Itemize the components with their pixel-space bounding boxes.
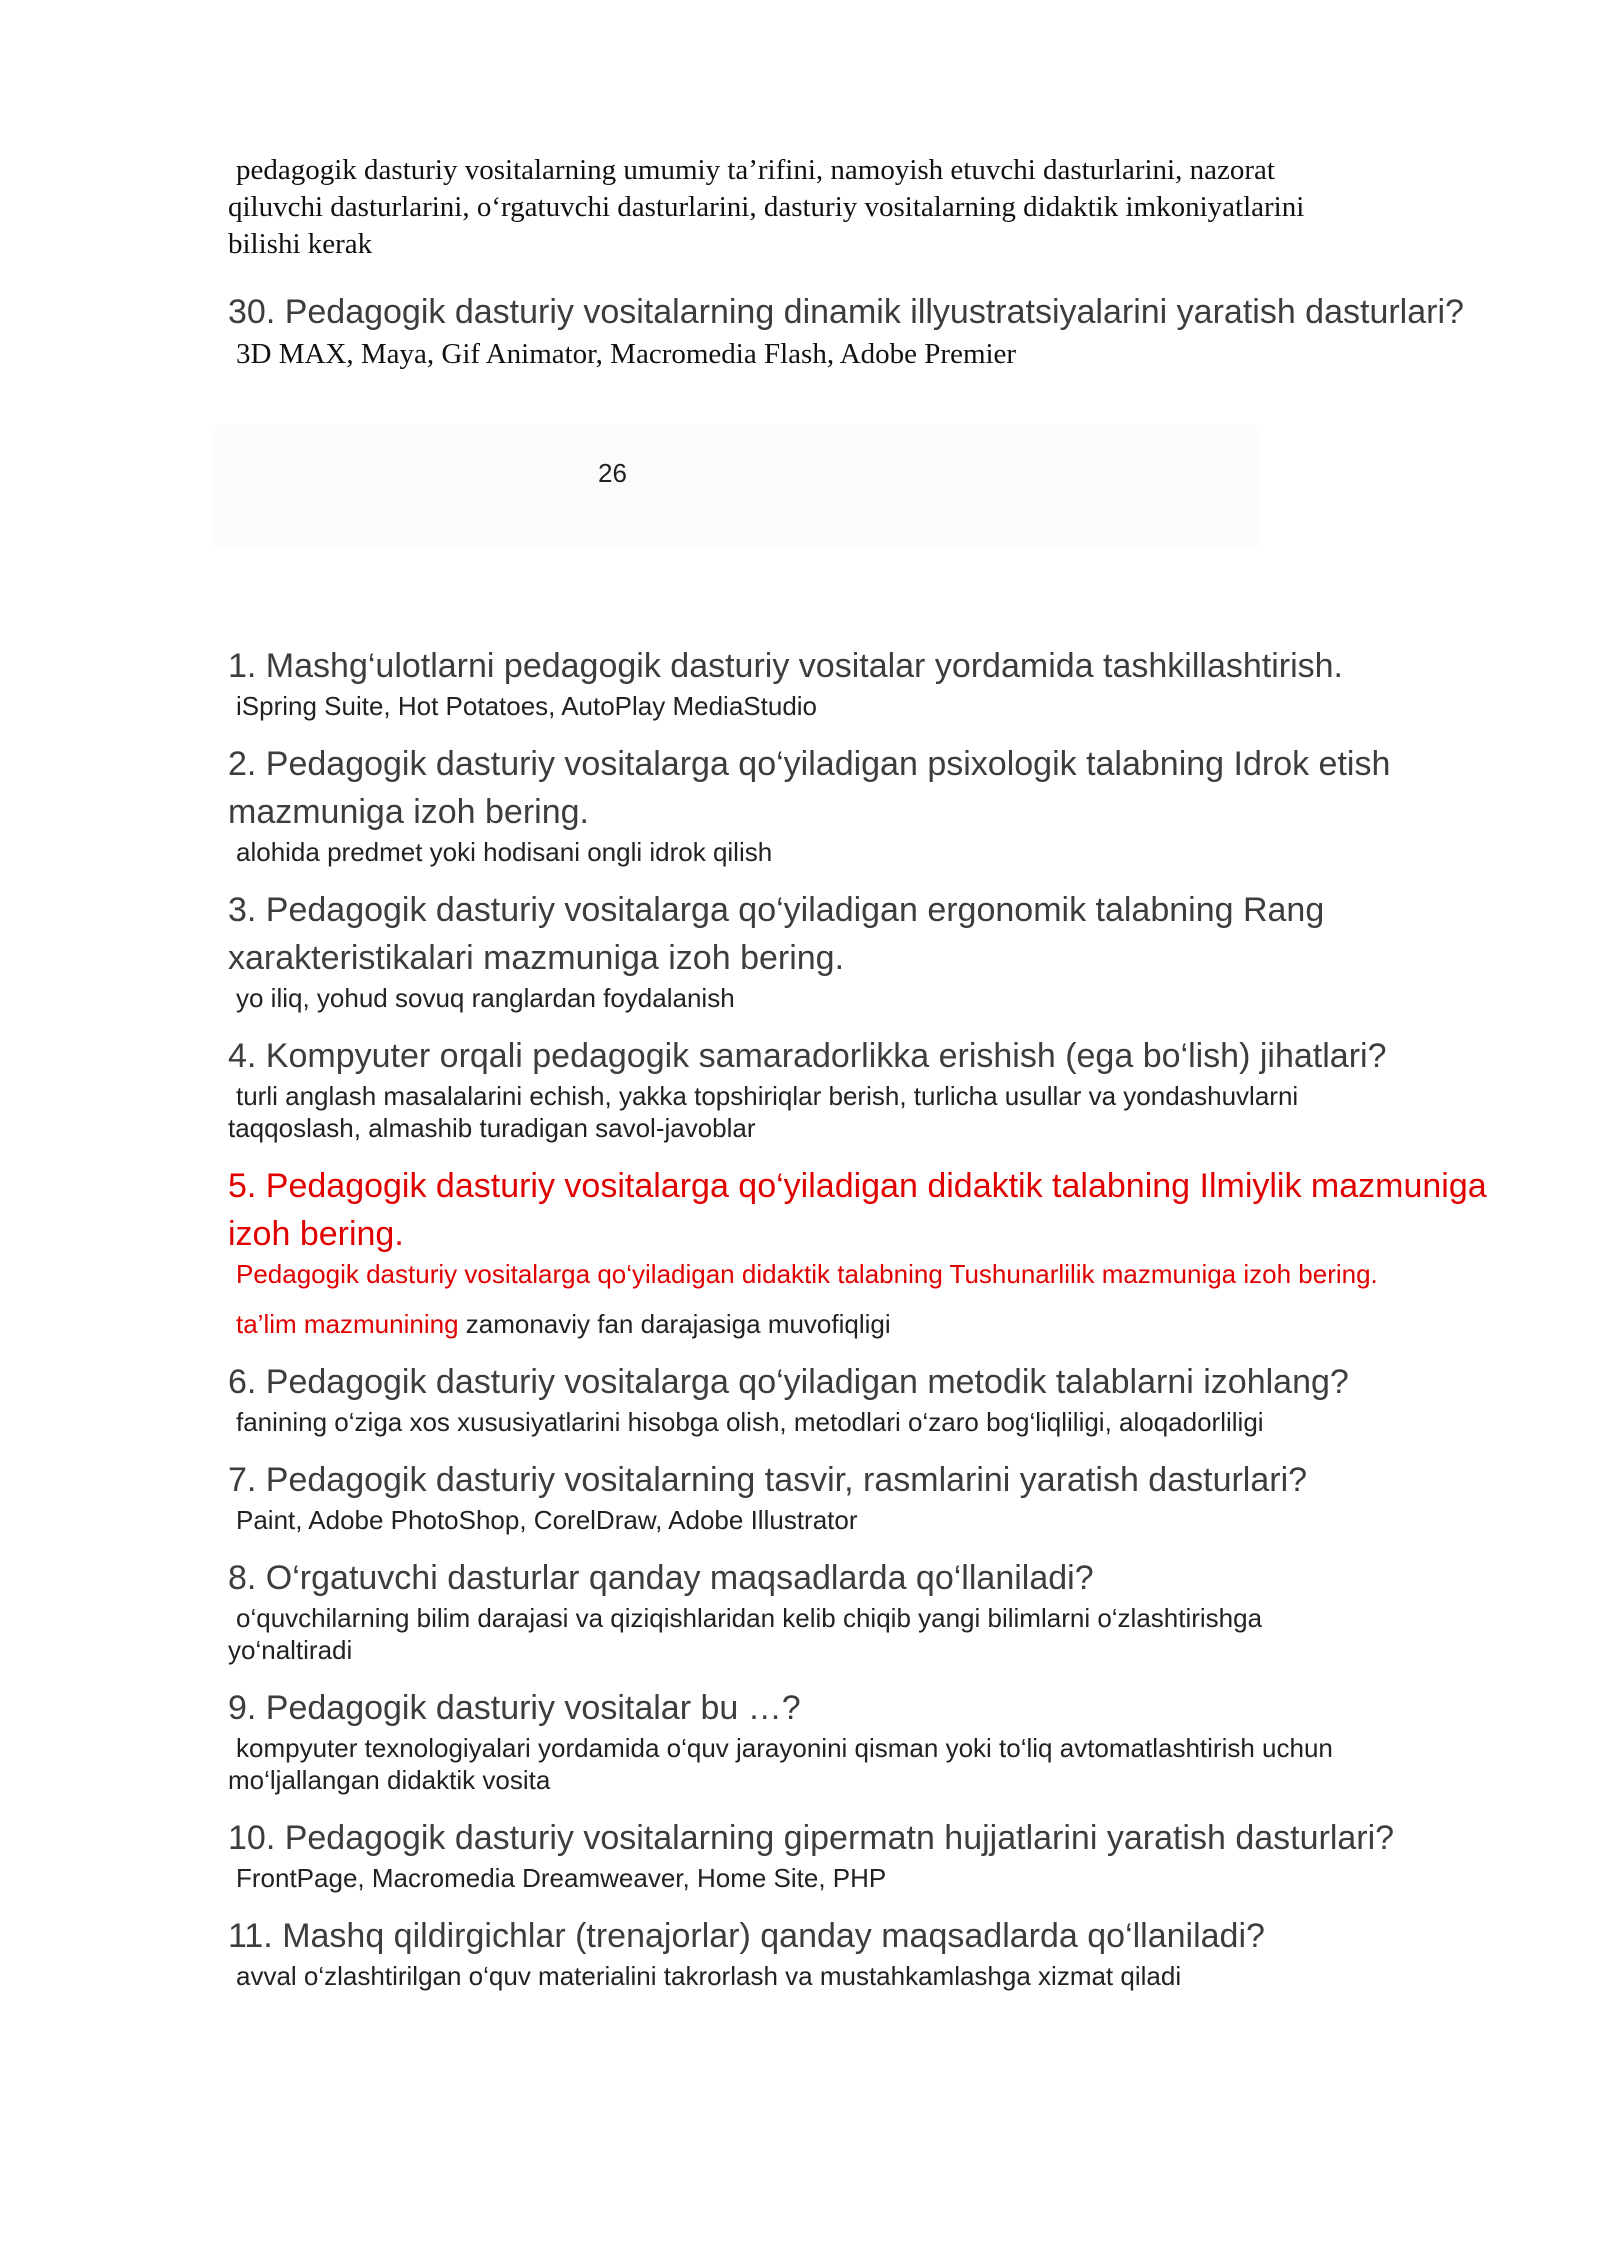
question-answer-line: turli anglash masalalarini echish, yakka topshiriqlar berish, turlicha usullar va yondashuvlarni (236, 1081, 1299, 1111)
question-item (228, 740, 1498, 868)
question-item (228, 886, 1498, 1014)
question-note: Pedagogik dasturiy vositalarga qo‘yiladigan didaktik talabning Tushunarlilik mazmuniga izoh bering. (236, 1259, 1378, 1289)
question-title: 7. Pedagogik dasturiy vositalarning tasvir, rasmlarini yaratish dasturlari? (228, 1461, 1308, 1499)
previous-answer-line: qiluvchi dasturlarini, o‘rgatuvchi dasturlarini, dasturiy vositalarning didaktik imkoniyatlarini (228, 191, 1305, 223)
question-title: 4. Kompyuter orqali pedagogik samaradorlikka erishish (ega bo‘lish) jihatlari? (228, 1037, 1387, 1075)
page-footer (216, 427, 1256, 545)
question-item (228, 642, 1498, 722)
question-answer: avval o‘zlashtirilgan o‘quv materialini takrorlash va mustahkamlashga xizmat qiladi (236, 1961, 1182, 1991)
question-answer-line: kompyuter texnologiyalari yordamida o‘quv jarayonini qisman yoki to‘liq avtomatlashtirish uchun (236, 1733, 1333, 1763)
answer-highlight: ta’lim mazmunining (236, 1309, 459, 1339)
question-title: 1. Mashg‘ulotlarni pedagogik dasturiy vositalar yordamida tashkillashtirish. (228, 647, 1343, 685)
question-title: 30. Pedagogik dasturiy vositalarning dinamik illyustratsiyalarini yaratish dasturlari? (228, 293, 1464, 331)
question-answer: 3D MAX, Maya, Gif Animator, Macromedia Flash, Adobe Premier (236, 338, 1017, 370)
question-30 (228, 288, 1478, 373)
answer-rest: zamonaviy fan darajasiga muvofiqligi (458, 1309, 891, 1339)
question-item (228, 1456, 1498, 1536)
question-title: 5. Pedagogik dasturiy vositalarga qo‘yiladigan didaktik talabning Ilmiylik mazmuniga izoh bering. (228, 1167, 1487, 1253)
question-answer-line: yo‘naltiradi (228, 1635, 353, 1665)
question-list (228, 642, 1498, 2010)
previous-answer-line: pedagogik dasturiy vositalarning umumiy ta’rifini, namoyish etuvchi dasturlarini, nazorat (236, 154, 1275, 186)
question-answer: Paint, Adobe PhotoShop, CorelDraw, Adobe Illustrator (236, 1505, 858, 1535)
question-title: 10. Pedagogik dasturiy vositalarning gipermatn hujjatlarini yaratish dasturlari? (228, 1819, 1395, 1857)
question-answer-line: o‘quvchilarning bilim darajasi va qiziqishlaridan kelib chiqib yangi bilimlarni o‘zlashtirishga (236, 1603, 1263, 1633)
question-title: 11. Mashq qildirgichlar (trenajorlar) qanday maqsadlarda qo‘llaniladi? (228, 1917, 1265, 1955)
question-item (228, 1684, 1498, 1796)
question-answer: alohida predmet yoki hodisani ongli idrok qilish (236, 837, 773, 867)
question-title: 8. O‘rgatuvchi dasturlar qanday maqsadlarda qo‘llaniladi? (228, 1559, 1094, 1597)
question-title: 2. Pedagogik dasturiy vositalarga qo‘yiladigan psixologik talabning Idrok etish mazmuniga izoh bering. (228, 745, 1391, 831)
question-answer: fanining o‘ziga xos xususiyatlarini hisobga olish, metodlari o‘zaro bog‘liqliligi, aloqadorliligi (236, 1407, 1264, 1437)
question-answer: iSpring Suite, Hot Potatoes, AutoPlay MediaStudio (236, 691, 818, 721)
question-answer-line: mo‘ljallangan didaktik vosita (228, 1765, 551, 1795)
question-answer-line: taqqoslash, almashib turadigan savol-javoblar (228, 1113, 756, 1143)
question-item (228, 1358, 1498, 1438)
question-title: 9. Pedagogik dasturiy vositalar bu …? (228, 1689, 801, 1727)
question-answer: FrontPage, Macromedia Dreamweaver, Home Site, PHP (236, 1863, 887, 1893)
question-answer: yo iliq, yohud sovuq ranglardan foydalanish (236, 983, 735, 1013)
previous-answer-line: bilishi kerak (228, 228, 373, 260)
question-item (228, 1912, 1498, 1992)
question-item (228, 1554, 1498, 1666)
question-title: 3. Pedagogik dasturiy vositalarga qo‘yiladigan ergonomik talabning Rang xarakteristikalari mazmuniga izoh bering. (228, 891, 1325, 977)
question-item-highlighted (228, 1162, 1498, 1340)
question-title: 6. Pedagogik dasturiy vositalarga qo‘yiladigan metodik talablarni izohlang? (228, 1363, 1349, 1401)
question-item (228, 1814, 1498, 1894)
previous-answer (228, 152, 1478, 263)
question-answer (228, 1308, 1498, 1340)
question-item (228, 1032, 1498, 1144)
page-number: 26 (598, 458, 627, 488)
